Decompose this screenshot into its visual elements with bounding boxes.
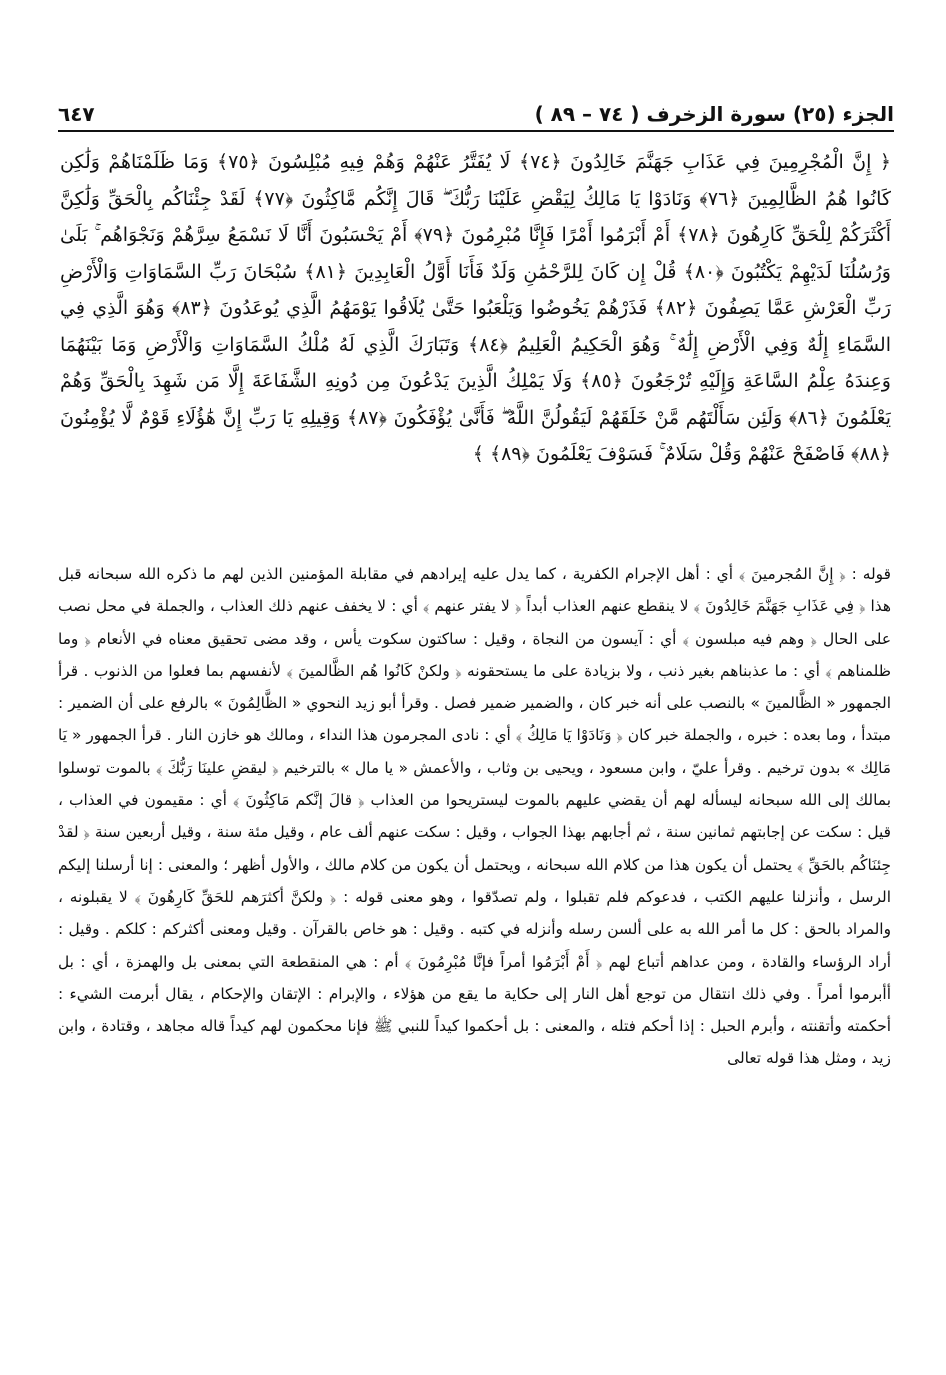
running-title: الجزء (٢٥) سورة الزخرف ( ٧٤ – ٨٩ ) [534,102,894,126]
page-header [58,92,894,132]
page-number: ٦٤٧ [58,102,95,126]
quran-verses-block: ﴿ إِنَّ الْمُجْرِمِينَ فِي عَذَابِ جَهَنَّمَ خَالِدُونَ ﴿٧٤﴾ لَا يُفَتَّرُ عَنْهُمْ وَهُمْ فِيهِ مُبْلِسُونَ ﴿٧٥﴾ وَمَا ظَلَمْنَاهُمْ وَلَٰكِن كَانُوا هُمُ الظَّالِمِينَ ﴿٧٦﴾ وَنَادَوْا يَا مَالِكُ لِيَقْضِ عَلَيْنَا رَبُّكَ ۖ قَالَ إِنَّكُم مَّاكِثُونَ ﴿٧٧﴾ لَقَدْ جِئْنَاكُم بِالْحَقِّ وَلَٰكِنَّ أَكْثَرَكُمْ لِلْحَقِّ كَارِهُونَ ﴿٧٨﴾ أَمْ أَبْرَمُوا أَمْرًا فَإِنَّا مُبْرِمُونَ ﴿٧٩﴾ أَمْ يَحْسَبُونَ أَنَّا لَا نَسْمَعُ سِرَّهُمْ وَنَجْوَاهُم ۚ بَلَىٰ وَرُسُلُنَا لَدَيْهِمْ يَكْتُبُونَ ﴿٨٠﴾ قُلْ إِن كَانَ لِلرَّحْمَٰنِ وَلَدٌ فَأَنَا أَوَّلُ الْعَابِدِينَ ﴿٨١﴾ سُبْحَانَ رَبِّ السَّمَاوَاتِ وَالْأَرْضِ رَبِّ الْعَرْشِ عَمَّا يَصِفُونَ ﴿٨٢﴾ فَذَرْهُمْ يَخُوضُوا وَيَلْعَبُوا حَتَّىٰ يُلَاقُوا يَوْمَهُمُ الَّذِي يُوعَدُونَ ﴿٨٣﴾ وَهُوَ الَّذِي فِي السَّمَاءِ إِلَٰهٌ وَفِي الْأَرْضِ إِلَٰهٌ ۚ وَهُوَ الْحَكِيمُ الْعَلِيمُ ﴿٨٤﴾ وَتَبَارَكَ الَّذِي لَهُ مُلْكُ السَّمَاوَاتِ وَالْأَرْضِ وَمَا بَيْنَهُمَا وَعِندَهُ عِلْمُ السَّاعَةِ وَإِلَيْهِ تُرْجَعُونَ ﴿٨٥﴾ وَلَا يَمْلِكُ الَّذِينَ يَدْعُونَ مِن دُونِهِ الشَّفَاعَةَ إِلَّا مَن شَهِدَ بِالْحَقِّ وَهُمْ يَعْلَمُونَ ﴿٨٦﴾ وَلَئِن سَأَلْتَهُم مَّنْ خَلَقَهُمْ لَيَقُولُنَّ اللَّهُ ۖ فَأَنَّىٰ يُؤْفَكُونَ ﴿٨٧﴾ وَقِيلِهِ يَا رَبِّ إِنَّ هَٰؤُلَاءِ قَوْمٌ لَّا يُؤْمِنُونَ ﴿٨٨﴾ فَاصْفَحْ عَنْهُمْ وَقُلْ سَلَامٌ ۚ فَسَوْفَ يَعْلَمُونَ ﴿٨٩﴾ ﴾ [60,151,891,465]
tafsir-commentary: قوله : ﴿ إِنَّ المُجرمينَ ﴾ أي : أهل الإجرام الكفرية ، كما يدل عليه إيرادهم في مقابلة المؤمنين الذين لهم ما ذكره الله سبحانه قبل هذا ﴿ فِي عَذَابِ جَهَنَّمَ خَالِدُونَ ﴾ لا ينقطع عنهم العذاب أبداً ﴿ لا يفتر عنهم ﴾ أي : لا يخفف عنهم ذلك العذاب ، والجملة في محل نصب على الحال ﴿ وهم فيه مبلسون ﴾ أي : آيسون من النجاة ، وقيل : ساكتون سكوت يأس ، وقد مضى تحقيق معناه في الأنعام ﴿ وما ظلمناهم ﴾ أي : ما عذبناهم بغير ذنب ، ولا بزيادة على ما يستحقونه ﴿ ولكنْ كَانُوا هُم الظَّالمينَ ﴾ لأنفسهم بما فعلوا من الذنوب . قرأ الجمهور « الظَّالمينَ » بالنصب على أنه خبر كان ، والضمير ضمير فصل . وقرأ أبو زيد النحوي « الظَّالِمُونَ » بالرفع على أن الضمير : مبتدأ ، وما بعده : خبره ، والجملة خبر كان ﴿ وَنَادَوْا يَا مَالِكُ ﴾ أي : نادى المجرمون هذا النداء ، ومالك هو خازن النار . قرأ الجمهور « يَا مَالِك » بدون ترخيم . وقرأ عليّ ، وابن مسعود ، ويحيى بن وثاب ، والأعمش « يا مال » بالترخيم ﴿ ليقضِ علينَا رَبُّكَ ﴾ بالموت توسلوا بمالك إلى الله سبحانه ليسأله لهم أن يقضي عليهم بالموت ليستريحوا من العذاب ﴿ قالَ إنَّكم مَاكِثُونَ ﴾ أي : مقيمون في العذاب ، قيل : سكت عن إجابتهم ثمانين سنة ، ثم أجابهم بهذا الجواب ، وقيل : سكت عنهم ألف عام ، وقيل مئة سنة ، وقيل أربعين سنة ﴿ لقدْ جِئنَاكُم بالحَقِّ ﴾ يحتمل أن يكون هذا من كلام الله سبحانه ، ويحتمل أن يكون من كلام مالك ، والأول أظهر ؛ والمعنى : إنا أرسلنا إليكم الرسل ، وأنزلنا عليهم الكتب ، فدعوكم فلم تقبلوا ، ولم تصدّقوا ، وهو معنى قوله : ﴿ ولكنَّ أكثرَهم للحَقِّ كَارِهُونَ ﴾ لا يقبلونه ، والمراد بالحق : كل ما أمر الله به على ألسن رسله وأنزله في كتبه . وقيل : هو خاص بالقرآن . وقيل ومعنى أكثركم : كلكم . وقيل : أراد الرؤساء والقادة ، ومن عداهم أتباع لهم ﴿ أَمْ أَبْرَمُوا أمراً فإنَّا مُبْرِمُونَ ﴾ أم : هي المنقطعة التي بمعنى بل والهمزة ، أي : بل أأبرموا أمراً . وفي ذلك انتقال من توجع أهل النار إلى حكاية ما يقع من هؤلاء ، والإبرام : الإتقان والإحكام ، يقال أبرمت الشيء : أحكمته وأتقنته ، وأبرم الحبل : إذا أحكم فتله ، والمعنى : بل أحكموا كيداً للنبي ﷺ فإنا محكمون لهم كيداً قاله مجاهد ، وقتادة ، وابن زيد ، ومثل هذا قوله تعالى [58,565,891,1068]
